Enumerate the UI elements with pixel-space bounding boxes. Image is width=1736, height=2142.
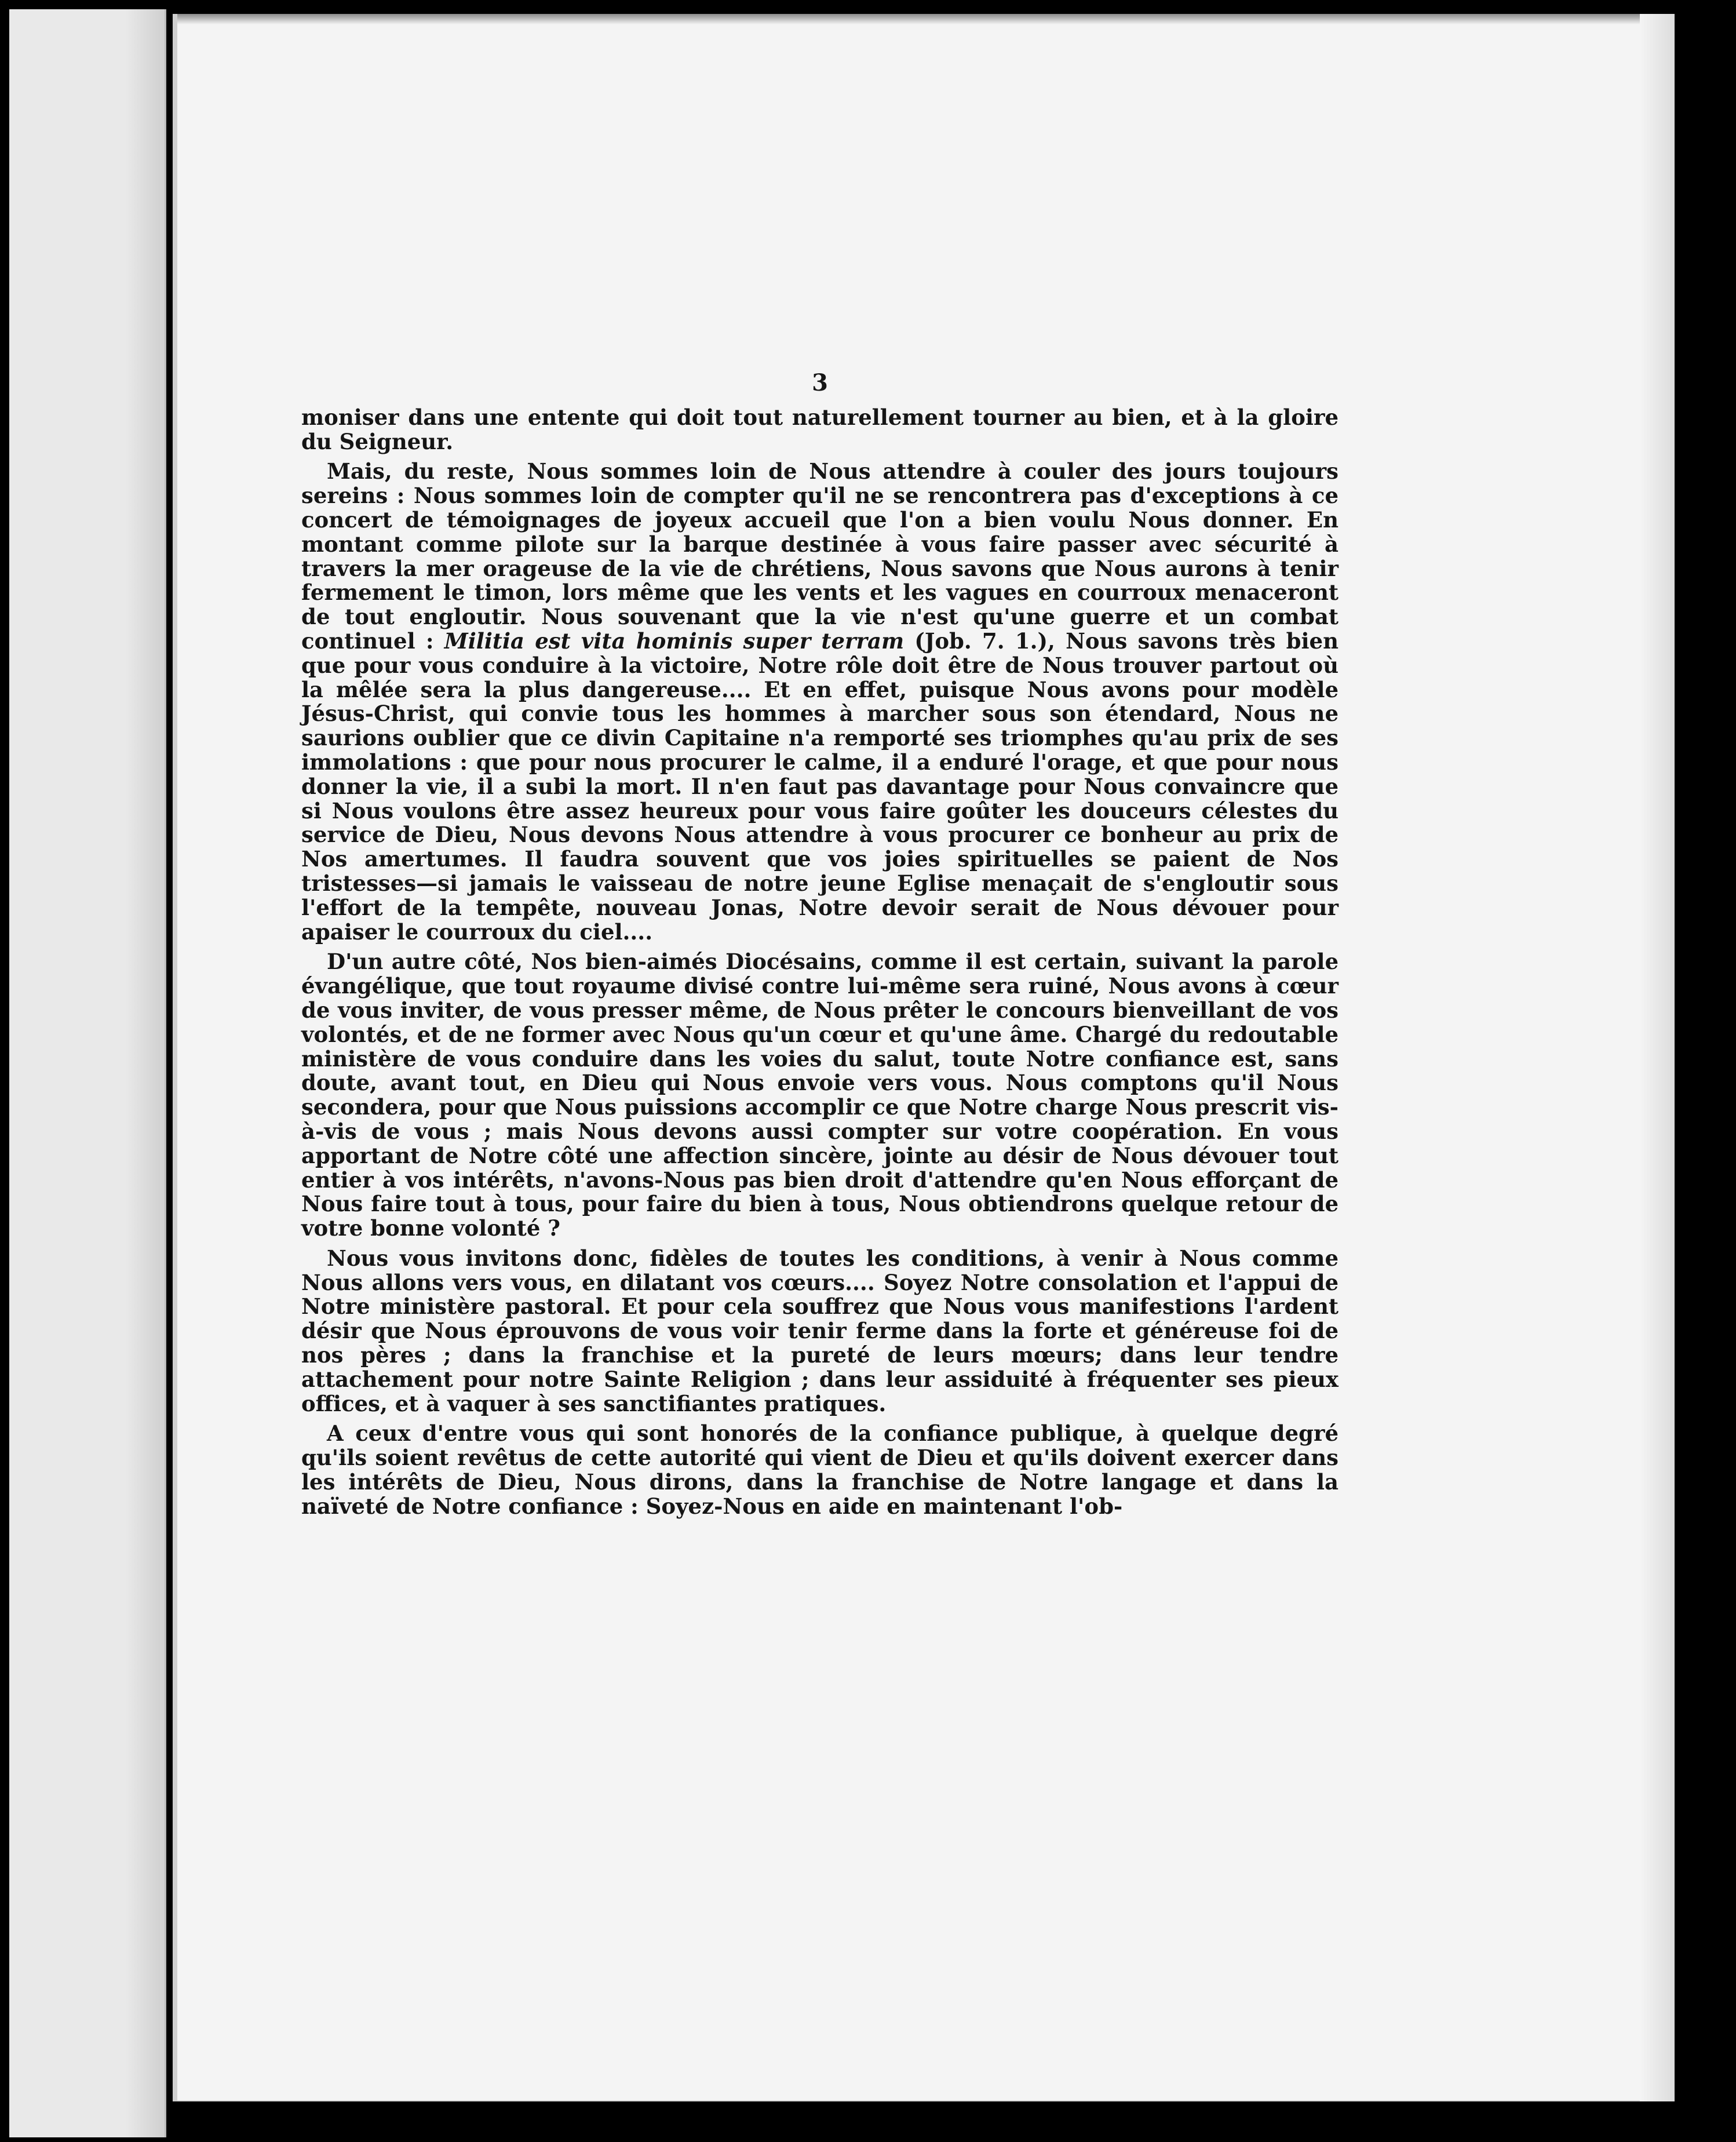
paragraphs-container	[301, 406, 1339, 1519]
paragraph-5	[301, 1422, 1339, 1518]
paragraph-1	[301, 406, 1339, 454]
text-run: (Job. 7. 1.), Nous savons très bien que pour vous conduire à la victoire, Notre rôle doit être de Nous trouver partout où la mêlée sera la plus dangereuse.... Et en effet, puisque Nous avons pour modèle Jésus-Christ, qui convie tous les hommes à marcher sous son étendard, Nous ne saurions oublier que ce divin Capitaine n'a remporté ses triomphes qu'au prix de ses immolations : que pour nous procurer le calme, il a enduré l'orage, et que pour nous donner la vie, il a subi la mort. Il n'en faut pas davantage pour Nous convaincre que si Nous voulons être assez heureux pour vous faire goûter les douceurs célestes du service de Dieu, Nous devons Nous attendre à vous procurer ce bonheur au prix de Nos amertumes. Il faudra souvent que vos joies spirituelles se paient de Nos tristesses—si jamais le vaisseau de notre jeune Eglise menaçait de s'engloutir sous l'effort de la tempête, nouveau Jonas, Notre devoir serait de Nous dévouer pour apaiser le courroux du ciel....	[301, 628, 1339, 945]
page-number: 3	[812, 369, 828, 396]
text-run: Mais, du reste, Nous sommes loin de Nous attendre à couler des jours toujours sereins : Nous sommes loin de compter qu'il ne se rencontrera pas d'exceptions à ce concert de témoignages de joyeux accueil que l'on a bien voulu Nous donner. En montant comme pilote sur la barque destinée à vous faire passer avec sécurité à travers la mer orageuse de la vie de chrétiens, Nous savons que Nous aurons à tenir fermement le timon, lors même que les vents et les vagues en courroux menaceront de tout engloutir. Nous souvenant que la vie n'est qu'une guerre et un combat continuel :	[301, 458, 1339, 654]
text-run: Militia est vita hominis super terram	[444, 628, 905, 654]
right-page-top-edge	[173, 14, 1675, 24]
paragraph-4	[301, 1247, 1339, 1416]
page-text-block	[301, 371, 1339, 1525]
paragraph-3	[301, 950, 1339, 1241]
right-page-outer-edge	[1640, 14, 1675, 2101]
text-run: moniser dans une entente qui doit tout naturellement tourner au bien, et à la gloire du Seigneur.	[301, 404, 1339, 454]
left-page-shadow	[125, 9, 165, 2137]
text-run: Nous vous invitons donc, fidèles de toutes les conditions, à venir à Nous comme Nous allons vers vous, en dilatant vos cœurs.... Soyez Notre consolation et l'appui de Notre ministère pastoral. Et pour cela souffrez que Nous vous manifestions l'ardent désir que Nous éprouvons de vous voir tenir ferme dans la forte et généreuse foi de nos pères ; dans la franchise et la pureté de leurs mœurs; dans leur tendre attachement pour notre Sainte Religion ; dans leur assiduité à fréquenter ses pieux offices, et à vaquer à ses sanctifiantes pratiques.	[301, 1245, 1339, 1416]
left-page-edge	[9, 9, 166, 2137]
text-run: A ceux d'entre vous qui sont honorés de la confiance publique, à quelque degré qu'ils soient revêtus de cette autorité qui vient de Dieu et qu'ils doivent exercer dans les intérêts de Dieu, Nous dirons, dans la franchise de Notre langage et dans la naïveté de Notre confiance : Soyez-Nous en aide en maintenant l'ob-	[301, 1420, 1339, 1519]
paragraph-2	[301, 460, 1339, 944]
binding-edge	[173, 14, 177, 2101]
text-run: D'un autre côté, Nos bien-aimés Diocésains, comme il est certain, suivant la parole évangélique, que tout royaume divisé contre lui-même sera ruiné, Nous avons à cœur de vous inviter, de vous presser même, de Nous prêter le concours bienveillant de vos volontés, et de ne former avec Nous qu'un cœur et qu'une âme. Chargé du redoutable ministère de vous conduire dans les voies du salut, toute Notre confiance est, sans doute, avant tout, en Dieu qui Nous envoie vers vous. Nous comptons qu'il Nous secondera, pour que Nous puissions accomplir ce que Notre charge Nous prescrit vis-à-vis de vous ; mais Nous devons aussi compter sur votre coopération. En vous apportant de Notre côté une affection sincère, jointe au désir de Nous dévouer tout entier à vos intérêts, n'avons-Nous pas bien droit d'attendre qu'en Nous efforçant de Nous faire tout à tous, pour faire du bien à tous, Nous obtiendrons quelque retour de votre bonne volonté ?	[301, 949, 1339, 1241]
